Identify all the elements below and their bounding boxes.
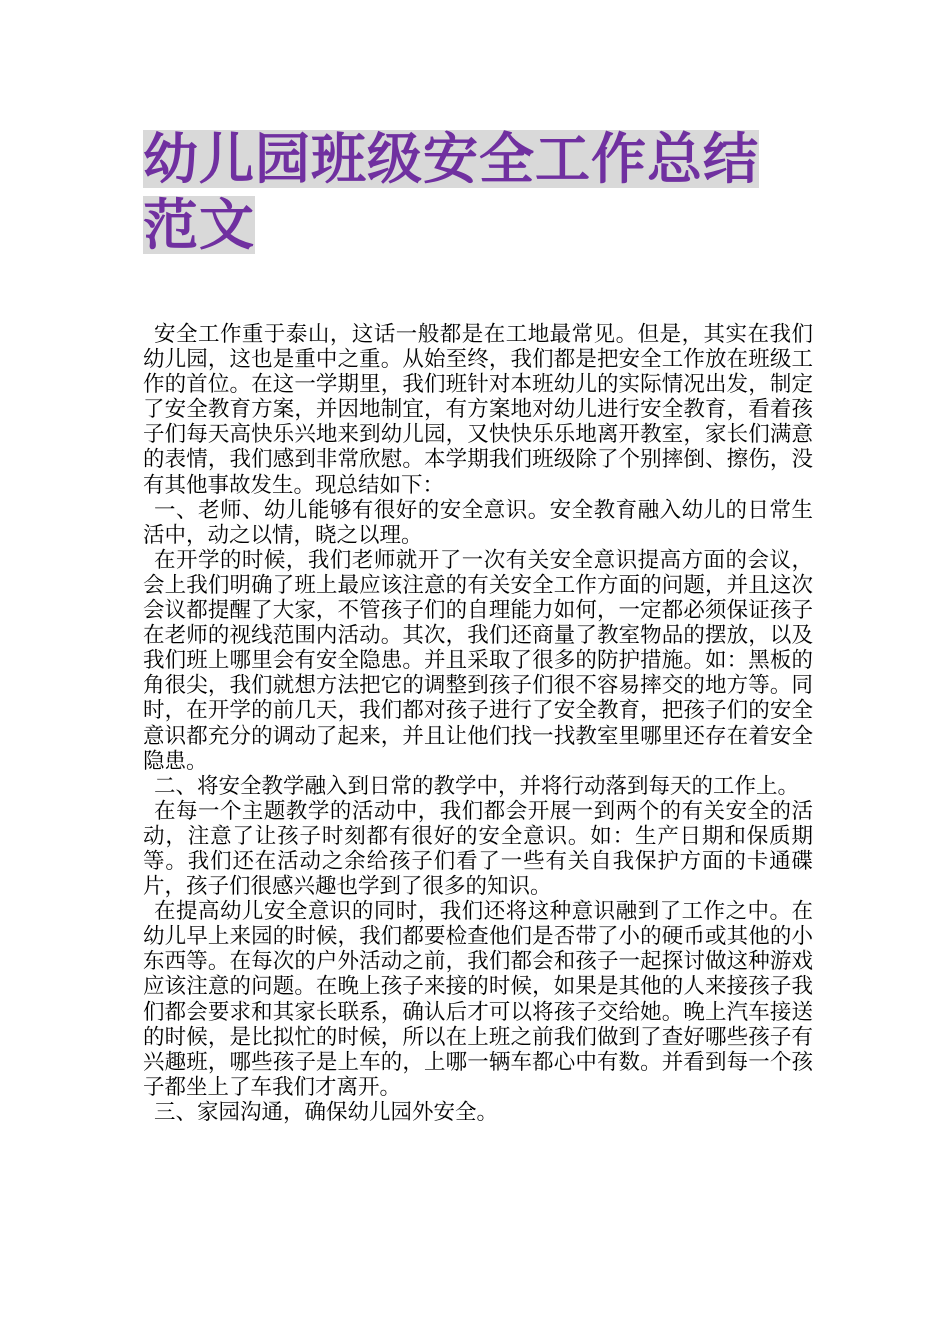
paragraph-meeting: 在开学的时候，我们老师就开了一次有关安全意识提高方面的会议，会上我们明确了班上最应该注意的有关安全工作方面的问题，并且这次会议都提醒了大家，不管孩子们的自理能力如何，一定都必须保证孩子在老师的视线范围内活动。其次，我们还商量了教室物品的摆放，以及我们班上哪里会有安全隐患。并且采取了很多的防护措施。如：黑板的角很尖，我们就想方法把它的调整到孩子们很不容易摔交的地方等。同时，在开学的前几天，我们都对孩子进行了安全教育，把孩子们的安全意识都充分的调动了起来，并且让他们找一找教室里哪里还存在着安全隐患。	[143, 547, 813, 774]
page-title-line-2: 范文	[143, 193, 256, 257]
paragraph-daily-work: 在提高幼儿安全意识的同时，我们还将这种意识融到了工作之中。在幼儿早上来园的时候，我们都要检查他们是否带了小的硬币或其他的小东西等。在每次的户外活动之前，我们都会和孩子一起探讨做这种游戏应该注意的问题。在晚上孩子来接的时候，如果是其他的人来接孩子我们都会要求和其家长联系，确认后才可以将孩子交给她。晚上汽车接送的时候，是比拟忙的时候，所以在上班之前我们做到了查好哪些孩子有兴趣班，哪些孩子是上车的，上哪一辆车都心中有数。并看到每一个孩子都坐上了车我们才离开。	[143, 899, 813, 1100]
page-title-line-1: 幼儿园班级安全工作总结	[143, 127, 760, 191]
paragraph-heading-2: 二、将安全教学融入到日常的教学中，并将行动落到每天的工作上。	[154, 773, 800, 799]
paragraph-theme-activities: 在每一个主题教学的活动中，我们都会开展一到两个的有关安全的活动，注意了让孩子时刻都有很好的安全意识。如：生产日期和保质期等。我们还在活动之余给孩子们看了一些有关自我保护方面的卡通碟片，孩子们很感兴趣也学到了很多的知识。	[143, 798, 813, 900]
paragraph-intro: 安全工作重于泰山，这话一般都是在工地最常见。但是，其实在我们幼儿园，这也是重中之重。从始至终，我们都是把安全工作放在班级工作的首位。在这一学期里，我们班针对本班幼儿的实际情况出发，制定了安全教育方案，并因地制宜，有方案地对幼儿进行安全教育，看着孩子们每天高快乐兴地来到幼儿园，又快快乐乐地离开教室，家长们满意的表情，我们感到非常欣慰。本学期我们班级除了个别摔倒、擦伤，没有其他事故发生。现总结如下：	[143, 322, 813, 498]
body-text	[143, 322, 813, 1125]
paragraph-heading-3: 三、家园沟通，确保幼儿园外安全。	[154, 1099, 499, 1125]
paragraph-heading-1: 一、老师、幼儿能够有很好的安全意识。安全教育融入幼儿的日常生活中，动之以情，晓之以理。	[143, 497, 813, 548]
title-block	[143, 127, 823, 257]
